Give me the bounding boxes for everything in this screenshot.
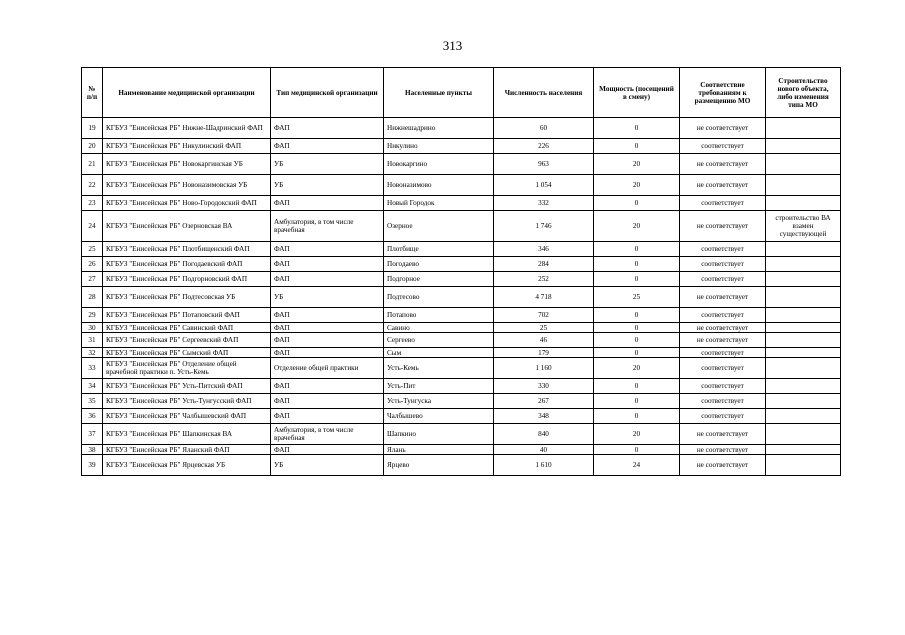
row-number-cell: 33 xyxy=(82,358,103,379)
organization-name-cell: КГБУЗ "Енисейская РБ" Потаповский ФАП xyxy=(103,308,271,323)
organization-name-cell: КГБУЗ "Енисейская РБ" Отделение общей врачебной практики п. Усть-Кемь xyxy=(103,358,271,379)
compliance-cell: соответствует xyxy=(680,242,766,257)
row-number-cell: 27 xyxy=(82,272,103,287)
population-cell: 46 xyxy=(494,333,594,348)
table-row xyxy=(82,445,841,455)
construction-cell xyxy=(766,323,841,333)
construction-cell xyxy=(766,175,841,196)
capacity-cell: 0 xyxy=(594,445,680,455)
construction-cell xyxy=(766,139,841,154)
organization-name-cell: КГБУЗ "Енисейская РБ" Шапкинская ВА xyxy=(103,424,271,445)
organization-type-cell: ФАП xyxy=(271,323,384,333)
row-number-cell: 38 xyxy=(82,445,103,455)
capacity-cell: 20 xyxy=(594,154,680,175)
organization-type-cell: ФАП xyxy=(271,409,384,424)
table-row xyxy=(82,196,841,211)
settlement-cell: Чалбышево xyxy=(384,409,494,424)
settlement-cell: Погодаево xyxy=(384,257,494,272)
capacity-cell: 0 xyxy=(594,139,680,154)
row-number-cell: 37 xyxy=(82,424,103,445)
table-row xyxy=(82,358,841,379)
row-number-cell: 24 xyxy=(82,211,103,242)
compliance-cell: соответствует xyxy=(680,308,766,323)
construction-cell xyxy=(766,394,841,409)
population-cell: 179 xyxy=(494,348,594,358)
compliance-cell: не соответствует xyxy=(680,323,766,333)
row-number-cell: 36 xyxy=(82,409,103,424)
construction-cell xyxy=(766,272,841,287)
compliance-cell: не соответствует xyxy=(680,445,766,455)
capacity-cell: 0 xyxy=(594,308,680,323)
construction-cell xyxy=(766,287,841,308)
table-row xyxy=(82,409,841,424)
organization-type-cell: УБ xyxy=(271,455,384,476)
row-number-cell: 22 xyxy=(82,175,103,196)
settlement-cell: Никулино xyxy=(384,139,494,154)
settlement-cell: Усть-Кемь xyxy=(384,358,494,379)
row-number-cell: 19 xyxy=(82,118,103,139)
population-cell: 330 xyxy=(494,379,594,394)
row-number-cell: 39 xyxy=(82,455,103,476)
organization-type-cell: Отделение общей практики xyxy=(271,358,384,379)
organization-name-cell: КГБУЗ "Енисейская РБ" Погодаевский ФАП xyxy=(103,257,271,272)
settlement-cell: Сергеево xyxy=(384,333,494,348)
row-number-cell: 35 xyxy=(82,394,103,409)
compliance-cell: соответствует xyxy=(680,139,766,154)
population-cell: 60 xyxy=(494,118,594,139)
settlement-cell: Новоназимово xyxy=(384,175,494,196)
population-cell: 252 xyxy=(494,272,594,287)
settlement-cell: Потапово xyxy=(384,308,494,323)
table-row xyxy=(82,139,841,154)
population-cell: 963 xyxy=(494,154,594,175)
construction-cell xyxy=(766,409,841,424)
organization-name-cell: КГБУЗ "Енисейская РБ" Савинский ФАП xyxy=(103,323,271,333)
row-number-cell: 25 xyxy=(82,242,103,257)
organization-name-cell: КГБУЗ "Енисейская РБ" Нижне-Шадринский ФАП xyxy=(103,118,271,139)
compliance-cell: соответствует xyxy=(680,394,766,409)
organization-name-cell: КГБУЗ "Енисейская РБ" Плотбищенский ФАП xyxy=(103,242,271,257)
construction-cell xyxy=(766,118,841,139)
population-cell: 840 xyxy=(494,424,594,445)
table-row xyxy=(82,348,841,358)
capacity-cell: 0 xyxy=(594,379,680,394)
settlement-cell: Ялань xyxy=(384,445,494,455)
construction-cell xyxy=(766,379,841,394)
organization-name-cell: КГБУЗ "Енисейская РБ" Подтесовская УБ xyxy=(103,287,271,308)
header-settlements: Населенные пункты xyxy=(384,68,494,118)
construction-cell xyxy=(766,358,841,379)
header-number: № п/п xyxy=(82,68,103,118)
header-capacity: Мощность (посещений в смену) xyxy=(594,68,680,118)
organization-name-cell: КГБУЗ "Енисейская РБ" Усть-Питский ФАП xyxy=(103,379,271,394)
settlement-cell: Шапкино xyxy=(384,424,494,445)
organization-type-cell: ФАП xyxy=(271,118,384,139)
construction-cell xyxy=(766,242,841,257)
row-number-cell: 31 xyxy=(82,333,103,348)
compliance-cell: соответствует xyxy=(680,272,766,287)
settlement-cell: Плотбище xyxy=(384,242,494,257)
capacity-cell: 20 xyxy=(594,358,680,379)
construction-cell xyxy=(766,257,841,272)
organization-type-cell: ФАП xyxy=(271,196,384,211)
settlement-cell: Новый Городок xyxy=(384,196,494,211)
organization-type-cell: ФАП xyxy=(271,379,384,394)
compliance-cell: не соответствует xyxy=(680,211,766,242)
organization-type-cell: ФАП xyxy=(271,308,384,323)
row-number-cell: 34 xyxy=(82,379,103,394)
population-cell: 226 xyxy=(494,139,594,154)
organization-type-cell: Амбулатория, в том числе врачебная xyxy=(271,424,384,445)
capacity-cell: 0 xyxy=(594,272,680,287)
organization-type-cell: ФАП xyxy=(271,139,384,154)
table-row xyxy=(82,333,841,348)
capacity-cell: 20 xyxy=(594,424,680,445)
capacity-cell: 0 xyxy=(594,242,680,257)
construction-cell xyxy=(766,424,841,445)
population-cell: 332 xyxy=(494,196,594,211)
header-population: Численность населения xyxy=(494,68,594,118)
organization-name-cell: КГБУЗ "Енисейская РБ" Сергеевский ФАП xyxy=(103,333,271,348)
compliance-cell: соответствует xyxy=(680,409,766,424)
organization-type-cell: ФАП xyxy=(271,333,384,348)
compliance-cell: соответствует xyxy=(680,348,766,358)
table-row xyxy=(82,323,841,333)
row-number-cell: 20 xyxy=(82,139,103,154)
capacity-cell: 0 xyxy=(594,323,680,333)
organization-name-cell: КГБУЗ "Енисейская РБ" Усть-Тунгусский ФАП xyxy=(103,394,271,409)
row-number-cell: 32 xyxy=(82,348,103,358)
capacity-cell: 0 xyxy=(594,394,680,409)
page-number: 313 xyxy=(442,38,463,53)
organization-type-cell: УБ xyxy=(271,154,384,175)
row-number-cell: 28 xyxy=(82,287,103,308)
settlement-cell: Усть-Тунгуска xyxy=(384,394,494,409)
settlement-cell: Нижнешадрино xyxy=(384,118,494,139)
row-number-cell: 29 xyxy=(82,308,103,323)
organization-name-cell: КГБУЗ "Енисейская РБ" Новокаргинская УБ xyxy=(103,154,271,175)
construction-cell xyxy=(766,445,841,455)
capacity-cell: 20 xyxy=(594,175,680,196)
construction-cell xyxy=(766,333,841,348)
population-cell: 1 160 xyxy=(494,358,594,379)
table-header-row xyxy=(82,68,841,118)
table-row xyxy=(82,455,841,476)
capacity-cell: 0 xyxy=(594,118,680,139)
row-number-cell: 21 xyxy=(82,154,103,175)
compliance-cell: соответствует xyxy=(680,358,766,379)
capacity-cell: 0 xyxy=(594,257,680,272)
table-body xyxy=(82,118,841,476)
table-row xyxy=(82,379,841,394)
population-cell: 702 xyxy=(494,308,594,323)
table-row xyxy=(82,394,841,409)
table-row xyxy=(82,257,841,272)
compliance-cell: соответствует xyxy=(680,257,766,272)
capacity-cell: 0 xyxy=(594,348,680,358)
organization-type-cell: ФАП xyxy=(271,348,384,358)
capacity-cell: 0 xyxy=(594,409,680,424)
header-organization-name: Наименование медицинской организации xyxy=(103,68,271,118)
construction-cell: строительство ВА взамен существующей xyxy=(766,211,841,242)
population-cell: 1 054 xyxy=(494,175,594,196)
population-cell: 40 xyxy=(494,445,594,455)
compliance-cell: не соответствует xyxy=(680,287,766,308)
population-cell: 346 xyxy=(494,242,594,257)
settlement-cell: Подтесово xyxy=(384,287,494,308)
organization-name-cell: КГБУЗ "Енисейская РБ" Яланский ФАП xyxy=(103,445,271,455)
organization-type-cell: ФАП xyxy=(271,242,384,257)
compliance-cell: не соответствует xyxy=(680,175,766,196)
table-row xyxy=(82,308,841,323)
table-row xyxy=(82,272,841,287)
medical-organizations-table xyxy=(81,67,841,476)
settlement-cell: Ярцево xyxy=(384,455,494,476)
organization-name-cell: КГБУЗ "Енисейская РБ" Подгорновский ФАП xyxy=(103,272,271,287)
row-number-cell: 30 xyxy=(82,323,103,333)
organization-name-cell: КГБУЗ "Енисейская РБ" Ярцевская УБ xyxy=(103,455,271,476)
settlement-cell: Новокаргино xyxy=(384,154,494,175)
table-row xyxy=(82,424,841,445)
organization-type-cell: УБ xyxy=(271,287,384,308)
header-organization-type: Тип медицинской организации xyxy=(271,68,384,118)
table-row xyxy=(82,154,841,175)
compliance-cell: не соответствует xyxy=(680,455,766,476)
population-cell: 25 xyxy=(494,323,594,333)
population-cell: 284 xyxy=(494,257,594,272)
capacity-cell: 20 xyxy=(594,211,680,242)
table-row xyxy=(82,287,841,308)
construction-cell xyxy=(766,196,841,211)
organization-type-cell: ФАП xyxy=(271,445,384,455)
organization-name-cell: КГБУЗ "Енисейская РБ" Озерновская ВА xyxy=(103,211,271,242)
organization-name-cell: КГБУЗ "Енисейская РБ" Ново-Городокский ФАП xyxy=(103,196,271,211)
row-number-cell: 26 xyxy=(82,257,103,272)
organization-name-cell: КГБУЗ "Енисейская РБ" Сымский ФАП xyxy=(103,348,271,358)
population-cell: 348 xyxy=(494,409,594,424)
capacity-cell: 24 xyxy=(594,455,680,476)
table-row xyxy=(82,118,841,139)
row-number-cell: 23 xyxy=(82,196,103,211)
construction-cell xyxy=(766,154,841,175)
organization-name-cell: КГБУЗ "Енисейская РБ" Никулинский ФАП xyxy=(103,139,271,154)
compliance-cell: не соответствует xyxy=(680,118,766,139)
capacity-cell: 0 xyxy=(594,333,680,348)
organization-type-cell: УБ xyxy=(271,175,384,196)
table-row xyxy=(82,211,841,242)
settlement-cell: Усть-Пит xyxy=(384,379,494,394)
header-compliance: Соответствие требованиям к размещению МО xyxy=(680,68,766,118)
settlement-cell: Сым xyxy=(384,348,494,358)
capacity-cell: 0 xyxy=(594,196,680,211)
compliance-cell: не соответствует xyxy=(680,424,766,445)
organization-name-cell: КГБУЗ "Енисейская РБ" Новоназимовская УБ xyxy=(103,175,271,196)
settlement-cell: Подгорное xyxy=(384,272,494,287)
organization-type-cell: ФАП xyxy=(271,394,384,409)
population-cell: 267 xyxy=(494,394,594,409)
construction-cell xyxy=(766,348,841,358)
population-cell: 1 610 xyxy=(494,455,594,476)
construction-cell xyxy=(766,308,841,323)
compliance-cell: соответствует xyxy=(680,379,766,394)
organization-type-cell: ФАП xyxy=(271,257,384,272)
compliance-cell: не соответствует xyxy=(680,333,766,348)
settlement-cell: Озерное xyxy=(384,211,494,242)
header-construction: Строительство нового объекта, либо изменения типа МО xyxy=(766,68,841,118)
compliance-cell: соответствует xyxy=(680,196,766,211)
population-cell: 1 746 xyxy=(494,211,594,242)
table-row xyxy=(82,175,841,196)
organization-type-cell: Амбулатория, в том числе врачебная xyxy=(271,211,384,242)
compliance-cell: не соответствует xyxy=(680,154,766,175)
settlement-cell: Савино xyxy=(384,323,494,333)
organization-name-cell: КГБУЗ "Енисейская РБ" Чалбышевский ФАП xyxy=(103,409,271,424)
table-row xyxy=(82,242,841,257)
population-cell: 4 718 xyxy=(494,287,594,308)
construction-cell xyxy=(766,455,841,476)
capacity-cell: 25 xyxy=(594,287,680,308)
organization-type-cell: ФАП xyxy=(271,272,384,287)
